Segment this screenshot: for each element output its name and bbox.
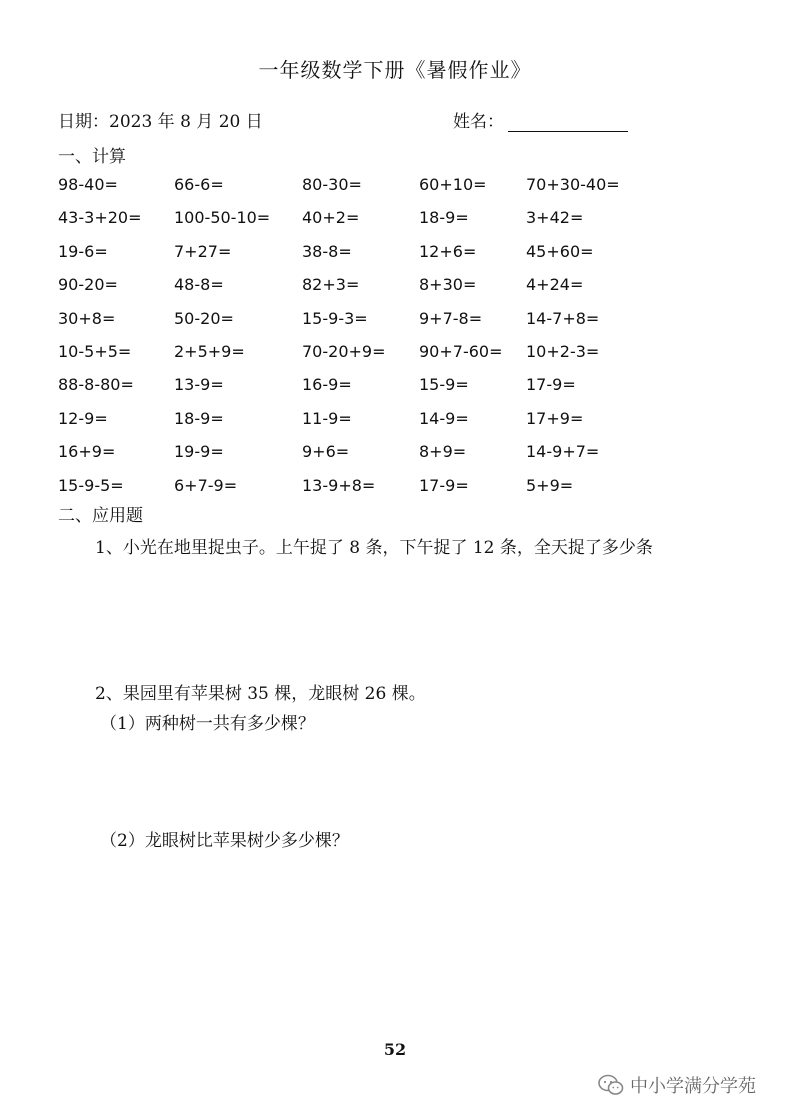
problem-cell: 90+7-60= — [419, 341, 503, 361]
date-label: 日期：2023 年 8 月 20 日 — [58, 112, 263, 132]
problem-cell: 17-9= — [419, 475, 469, 495]
problem-cell: 14-9+7= — [526, 442, 600, 462]
name-label: 姓名： — [453, 112, 504, 132]
problem-cell: 30+8= — [58, 308, 116, 328]
problem-cell: 90-20= — [58, 275, 118, 295]
problem-cell: 8+9= — [419, 442, 467, 462]
problem-cell: 17+9= — [526, 408, 584, 428]
problem-cell: 12+6= — [419, 241, 477, 261]
problem-cell: 50-20= — [174, 308, 234, 328]
wechat-icon — [598, 1074, 624, 1096]
problem-cell: 18-9= — [174, 408, 224, 428]
problem-cell: 15-9-5= — [58, 475, 124, 495]
problem-cell: 3+42= — [526, 208, 584, 228]
page-title: 一年级数学下册《暑假作业》 — [258, 58, 532, 82]
problem-cell: 13-9+8= — [302, 475, 376, 495]
problem-cell: 98-40= — [58, 175, 118, 194]
problem-cell: 17-9= — [526, 375, 576, 395]
problem-cell: 38-8= — [302, 241, 352, 261]
question-2-part-1: （1）两种树一共有多少棵？ — [100, 714, 315, 734]
problem-cell: 15-9-3= — [302, 308, 368, 328]
problem-cell: 4+24= — [526, 275, 584, 295]
problem-cell: 9+7-8= — [419, 308, 483, 328]
watermark — [598, 1072, 756, 1098]
problem-cell: 16-9= — [302, 375, 352, 395]
problem-cell: 9+6= — [302, 442, 350, 462]
problem-cell: 7+27= — [174, 241, 232, 261]
problem-cell: 45+60= — [526, 241, 594, 261]
problem-cell: 5+9= — [526, 475, 574, 495]
problem-cell: 100-50-10= — [174, 208, 271, 228]
question-2-part-2: （2）龙眼树比苹果树少多少棵？ — [100, 831, 349, 851]
problem-cell: 66-6= — [174, 175, 224, 194]
section2-title: 二、应用题 — [58, 506, 143, 526]
problem-cell: 18-9= — [419, 208, 469, 228]
problem-cell: 16+9= — [58, 442, 116, 462]
question-1: 1、小光在地里捉虫子。上午捉了 8 条，下午捉了 12 条，全天捉了多少条 — [95, 538, 653, 558]
problem-cell: 80-30= — [302, 175, 362, 194]
problem-cell: 70+30-40= — [526, 175, 620, 194]
problem-cell: 48-8= — [174, 275, 224, 295]
problem-cell: 19-9= — [174, 442, 224, 462]
problem-cell: 13-9= — [174, 375, 224, 395]
problem-cell: 43-3+20= — [58, 208, 142, 228]
problem-cell: 82+3= — [302, 275, 360, 295]
problem-cell: 14-7+8= — [526, 308, 600, 328]
problem-cell: 10+2-3= — [526, 341, 600, 361]
problem-cell: 12-9= — [58, 408, 108, 428]
problem-cell: 8+30= — [419, 275, 477, 295]
problem-cell: 15-9= — [419, 375, 469, 395]
name-blank-line — [508, 113, 628, 132]
section1-title: 一、计算 — [58, 147, 126, 167]
problem-cell: 40+2= — [302, 208, 360, 228]
problem-cell: 60+10= — [419, 175, 487, 194]
question-2: 2、果园里有苹果树 35 棵，龙眼树 26 棵。 — [95, 684, 426, 704]
page-number: 52 — [383, 1040, 407, 1059]
problem-cell: 88-8-80= — [58, 375, 134, 395]
problem-cell: 70-20+9= — [302, 341, 386, 361]
problem-cell: 11-9= — [302, 408, 352, 428]
problem-cell: 2+5+9= — [174, 341, 245, 361]
problem-cell: 6+7-9= — [174, 475, 238, 495]
name-field — [453, 107, 628, 132]
problem-cell: 14-9= — [419, 408, 469, 428]
watermark-text: 中小学满分学苑 — [630, 1076, 756, 1097]
problem-cell: 19-6= — [58, 241, 108, 261]
problem-cell: 10-5+5= — [58, 341, 132, 361]
